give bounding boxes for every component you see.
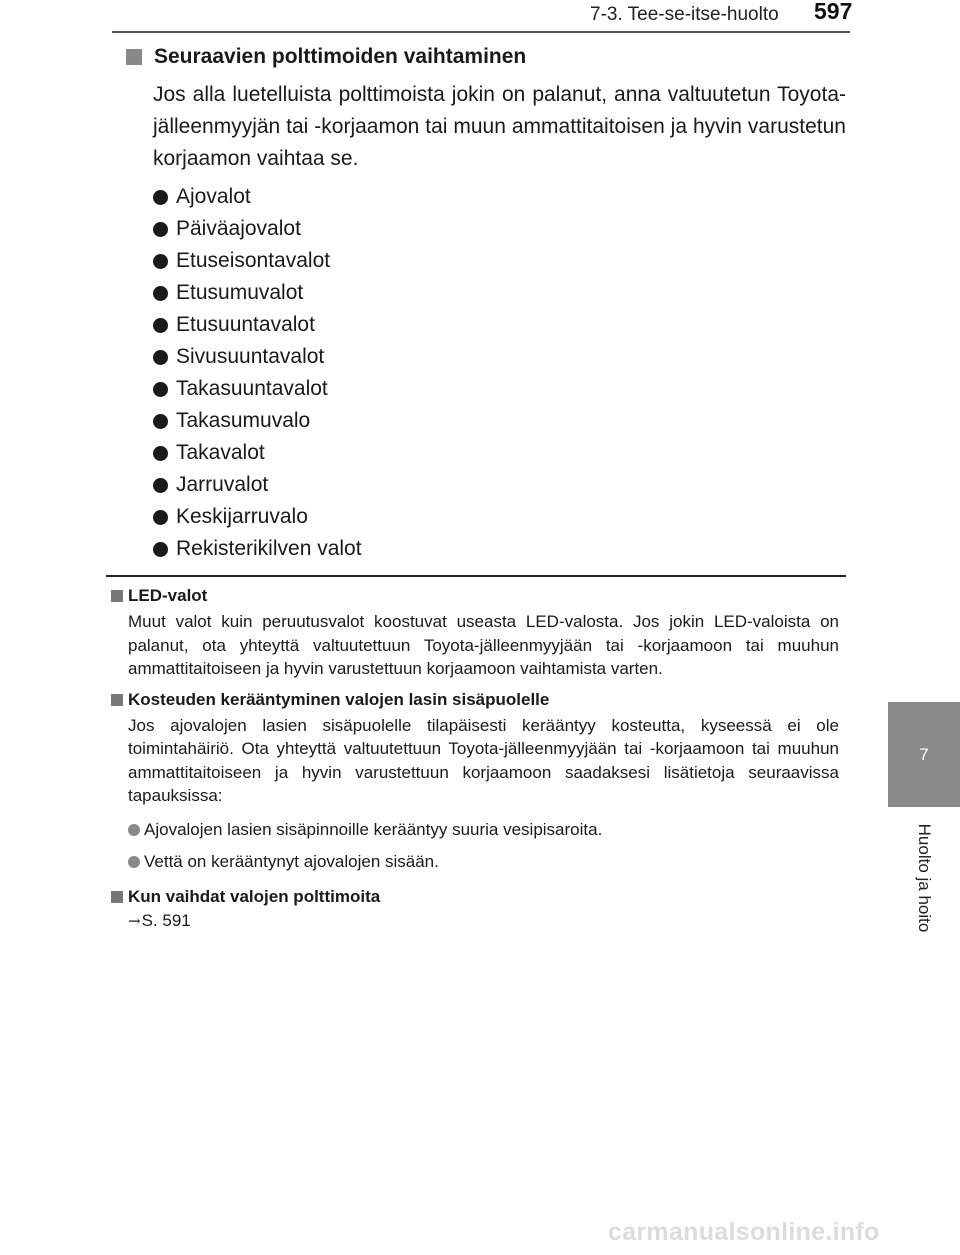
section-divider bbox=[106, 575, 846, 577]
list-item-text: Rekisterikilven valot bbox=[176, 537, 362, 560]
note-body-moisture: Jos ajovalojen lasien sisäpuolelle tilapäisesti kerääntyy kosteutta, kyseessä ei ole toimintahäiriö. Ota yhteyttä valtuutettuun Toyota-jälleenmyyjään tai -korjaamoon tai muuhun ammattitaitoiseen ja hyvin varustettuun korjaamoon saadaksesi lisätietoja seuraavissa tapauksissa: bbox=[128, 715, 839, 805]
bullet-dot-icon bbox=[153, 190, 168, 205]
list-item bbox=[153, 469, 846, 501]
bullet-dot-icon bbox=[153, 350, 168, 365]
list-item-text: Päiväajovalot bbox=[176, 217, 301, 240]
list-item-text: Ajovalojen lasien sisäpinnoille kerääntyy suuria vesipisaroita. bbox=[144, 819, 603, 839]
bullet-dot-icon bbox=[153, 542, 168, 557]
bullet-dot-icon bbox=[153, 510, 168, 525]
list-item bbox=[153, 501, 846, 533]
bullet-dot-icon bbox=[153, 318, 168, 333]
list-item bbox=[153, 405, 846, 437]
lamp-list bbox=[153, 181, 846, 565]
bullet-dot-icon bbox=[153, 222, 168, 237]
list-item bbox=[128, 846, 839, 878]
list-item-text: Takavalot bbox=[176, 441, 265, 464]
list-item bbox=[153, 277, 846, 309]
note-heading-text: Kosteuden kerääntyminen valojen lasin sisäpuolelle bbox=[128, 689, 550, 709]
list-item-text: Keskijarruvalo bbox=[176, 505, 308, 528]
notes-section bbox=[111, 586, 839, 931]
square-bullet-icon bbox=[111, 891, 123, 903]
section-heading-text: Seuraavien polttimoiden vaihtaminen bbox=[154, 45, 527, 68]
bullet-dot-icon bbox=[153, 446, 168, 461]
list-item-text: Vettä on kerääntynyt ajovalojen sisään. bbox=[144, 851, 439, 871]
list-item-text: Jarruvalot bbox=[176, 473, 269, 496]
bulb-replacement-section bbox=[126, 45, 846, 565]
list-item-text: Ajovalot bbox=[176, 185, 251, 208]
page-number: 597 bbox=[814, 0, 853, 24]
arrow-right-icon: → bbox=[128, 911, 141, 930]
page-reference bbox=[128, 911, 839, 931]
chapter-tab bbox=[888, 702, 960, 807]
moisture-list bbox=[128, 814, 839, 878]
note-heading-text: Kun vaihdat valojen polttimoita bbox=[128, 886, 381, 906]
bullet-dot-icon bbox=[153, 478, 168, 493]
page-reference-text: S. 591 bbox=[141, 910, 191, 930]
list-item-text: Etusumuvalot bbox=[176, 281, 304, 304]
list-item-text: Etuseisontavalot bbox=[176, 249, 331, 272]
chapter-title: Huolto ja hoito bbox=[915, 823, 934, 933]
list-item-text: Takasumuvalo bbox=[176, 409, 311, 432]
list-item-text: Etusuuntavalot bbox=[176, 313, 315, 336]
list-item-text: Takasuuntavalot bbox=[176, 377, 328, 400]
bullet-dot-icon bbox=[153, 254, 168, 269]
square-bullet-icon bbox=[111, 590, 123, 602]
running-header: 7-3. Tee-se-itse-huolto bbox=[590, 4, 779, 25]
list-item bbox=[153, 309, 846, 341]
list-item bbox=[153, 213, 846, 245]
square-bullet-icon bbox=[126, 49, 142, 65]
list-item bbox=[153, 181, 846, 213]
section-heading bbox=[126, 45, 846, 69]
list-item-text: Sivusuuntavalot bbox=[176, 345, 325, 368]
bullet-dot-icon bbox=[153, 286, 168, 301]
note-heading-led bbox=[111, 586, 839, 606]
square-bullet-icon bbox=[111, 694, 123, 706]
bullet-dot-icon bbox=[153, 414, 168, 429]
bullet-dot-icon bbox=[128, 856, 140, 868]
list-item bbox=[153, 341, 846, 373]
list-item bbox=[153, 533, 846, 565]
chapter-number: 7 bbox=[919, 744, 929, 764]
list-item bbox=[153, 437, 846, 469]
note-heading-moisture bbox=[111, 690, 839, 710]
header-rule bbox=[112, 31, 850, 33]
note-heading-text: LED-valot bbox=[128, 586, 208, 605]
bullet-dot-icon bbox=[153, 382, 168, 397]
note-heading-replace bbox=[111, 887, 839, 907]
list-item bbox=[153, 373, 846, 405]
bullet-dot-icon bbox=[128, 824, 140, 836]
watermark: carmanualsonline.info bbox=[608, 1218, 880, 1246]
section-intro: Jos alla luetelluista polttimoista jokin on palanut, anna valtuutetun Toyota-jälleenmyyjän tai -korjaamon tai muun ammattitaitoisen ja hyvin varustetun korjaamon vaihtaa se. bbox=[153, 83, 846, 170]
note-body-led: Muut valot kuin peruutusvalot koostuvat useasta LED-valosta. Jos jokin LED-valoista on palanut, ota yhteyttä valtuutettuun Toyota-jälleenmyyjään tai -korjaamoon tai muuhun ammattitaitoiseen ja hyvin varustettuun korjaamoon vaihtamista varten. bbox=[128, 612, 839, 678]
list-item bbox=[153, 245, 846, 277]
list-item bbox=[128, 814, 839, 846]
